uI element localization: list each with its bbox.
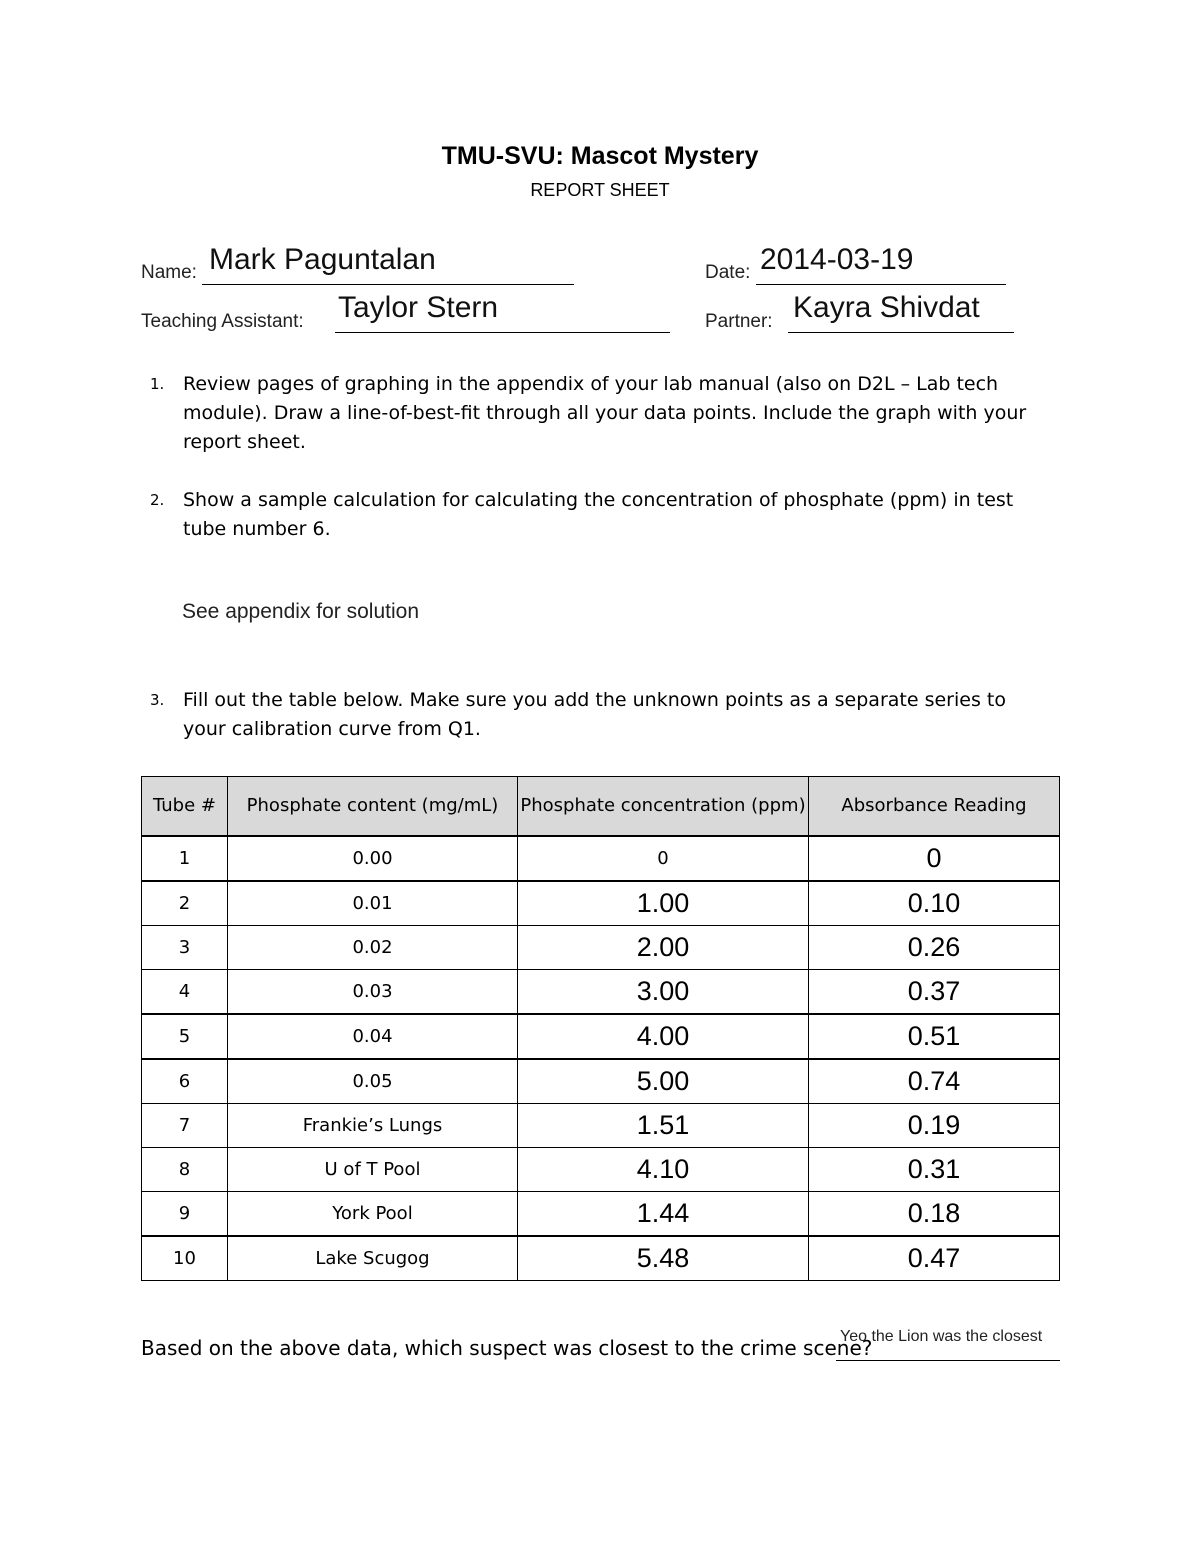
question-2-answer: See appendix for solution bbox=[182, 600, 419, 623]
tube-cell: 6 bbox=[142, 1059, 228, 1104]
date-label: Date: bbox=[705, 262, 751, 283]
absorbance-cell[interactable]: 0.26 bbox=[809, 926, 1060, 970]
content-cell: Lake Scugog bbox=[228, 1236, 518, 1281]
teaching-assistant-label: Teaching Assistant: bbox=[141, 311, 304, 332]
date-line bbox=[756, 284, 1006, 285]
name-line bbox=[202, 284, 574, 285]
question-number: 3. bbox=[150, 691, 165, 709]
column-header-concentration: Phosphate concentration (ppm) bbox=[518, 777, 809, 837]
content-cell: 0.04 bbox=[228, 1014, 518, 1059]
concentration-cell[interactable]: 1.44 bbox=[518, 1192, 809, 1237]
absorbance-cell[interactable]: 0 bbox=[809, 836, 1060, 881]
teaching-assistant-line bbox=[335, 332, 670, 333]
column-header-tube: Tube # bbox=[142, 777, 228, 837]
concentration-cell[interactable]: 2.00 bbox=[518, 926, 809, 970]
table-header-row bbox=[142, 777, 1060, 837]
table-row bbox=[142, 1014, 1060, 1059]
absorbance-cell[interactable]: 0.47 bbox=[809, 1236, 1060, 1281]
tube-cell: 5 bbox=[142, 1014, 228, 1059]
partner-field[interactable]: Kayra Shivdat bbox=[793, 291, 980, 324]
table-row bbox=[142, 970, 1060, 1015]
question-text: Fill out the table below. Make sure you add the unknown points as a separate series to your calibration curve from Q1. bbox=[183, 689, 1006, 740]
page-title: TMU-SVU: Mascot Mystery bbox=[441, 142, 759, 170]
table-row bbox=[142, 881, 1060, 926]
table-row bbox=[142, 1059, 1060, 1104]
content-cell: U of T Pool bbox=[228, 1148, 518, 1192]
absorbance-cell[interactable]: 0.31 bbox=[809, 1148, 1060, 1192]
concentration-cell[interactable]: 4.00 bbox=[518, 1014, 809, 1059]
absorbance-cell[interactable]: 0.18 bbox=[809, 1192, 1060, 1237]
partner-line bbox=[788, 332, 1014, 333]
absorbance-cell[interactable]: 0.10 bbox=[809, 881, 1060, 926]
table-row bbox=[142, 1148, 1060, 1192]
partner-label: Partner: bbox=[705, 311, 773, 332]
absorbance-cell[interactable]: 0.19 bbox=[809, 1104, 1060, 1148]
closing-answer-field[interactable]: Yeo the Lion was the closest bbox=[840, 1328, 1043, 1345]
content-cell: Frankie’s Lungs bbox=[228, 1104, 518, 1148]
content-cell: 0.03 bbox=[228, 970, 518, 1015]
table-row bbox=[142, 836, 1060, 881]
closing-question: Based on the above data, which suspect was closest to the crime scene? bbox=[141, 1336, 873, 1360]
table-row bbox=[142, 1192, 1060, 1237]
concentration-cell[interactable]: 4.10 bbox=[518, 1148, 809, 1192]
column-header-absorbance: Absorbance Reading bbox=[809, 777, 1060, 837]
content-cell: 0.05 bbox=[228, 1059, 518, 1104]
name-label: Name: bbox=[141, 262, 197, 283]
content-cell: 0.01 bbox=[228, 881, 518, 926]
table-row bbox=[142, 926, 1060, 970]
question-text: Review pages of graphing in the appendix of your lab manual (also on D2L – Lab tech module). Draw a line-of-best-fit through all your data points. Include the graph with your report sheet. bbox=[183, 373, 1027, 453]
concentration-cell[interactable]: 1.00 bbox=[518, 881, 809, 926]
concentration-cell[interactable]: 1.51 bbox=[518, 1104, 809, 1148]
tube-cell: 7 bbox=[142, 1104, 228, 1148]
absorbance-cell[interactable]: 0.37 bbox=[809, 970, 1060, 1015]
tube-cell: 10 bbox=[142, 1236, 228, 1281]
content-cell: 0.02 bbox=[228, 926, 518, 970]
question-number: 1. bbox=[150, 375, 165, 393]
phosphate-table bbox=[141, 776, 1060, 1281]
question-3 bbox=[150, 686, 1050, 744]
tube-cell: 1 bbox=[142, 836, 228, 881]
concentration-cell[interactable]: 3.00 bbox=[518, 970, 809, 1015]
page-subtitle: REPORT SHEET bbox=[530, 180, 670, 200]
question-text: Show a sample calculation for calculating the concentration of phosphate (ppm) in test tube number 6. bbox=[183, 489, 1014, 540]
name-field[interactable]: Mark Paguntalan bbox=[209, 243, 436, 276]
date-field[interactable]: 2014-03-19 bbox=[760, 243, 914, 276]
table-row bbox=[142, 1104, 1060, 1148]
tube-cell: 9 bbox=[142, 1192, 228, 1237]
tube-cell: 2 bbox=[142, 881, 228, 926]
tube-cell: 3 bbox=[142, 926, 228, 970]
question-1 bbox=[150, 370, 1050, 457]
tube-cell: 4 bbox=[142, 970, 228, 1015]
concentration-cell[interactable]: 5.00 bbox=[518, 1059, 809, 1104]
concentration-cell[interactable]: 0 bbox=[518, 836, 809, 881]
question-2 bbox=[150, 486, 1050, 544]
content-cell: York Pool bbox=[228, 1192, 518, 1237]
absorbance-cell[interactable]: 0.74 bbox=[809, 1059, 1060, 1104]
tube-cell: 8 bbox=[142, 1148, 228, 1192]
table-row bbox=[142, 1236, 1060, 1281]
teaching-assistant-field[interactable]: Taylor Stern bbox=[338, 291, 499, 324]
closing-answer-line bbox=[836, 1360, 1060, 1361]
question-number: 2. bbox=[150, 491, 165, 509]
column-header-content: Phosphate content (mg/mL) bbox=[228, 777, 518, 837]
concentration-cell[interactable]: 5.48 bbox=[518, 1236, 809, 1281]
content-cell: 0.00 bbox=[228, 836, 518, 881]
absorbance-cell[interactable]: 0.51 bbox=[809, 1014, 1060, 1059]
